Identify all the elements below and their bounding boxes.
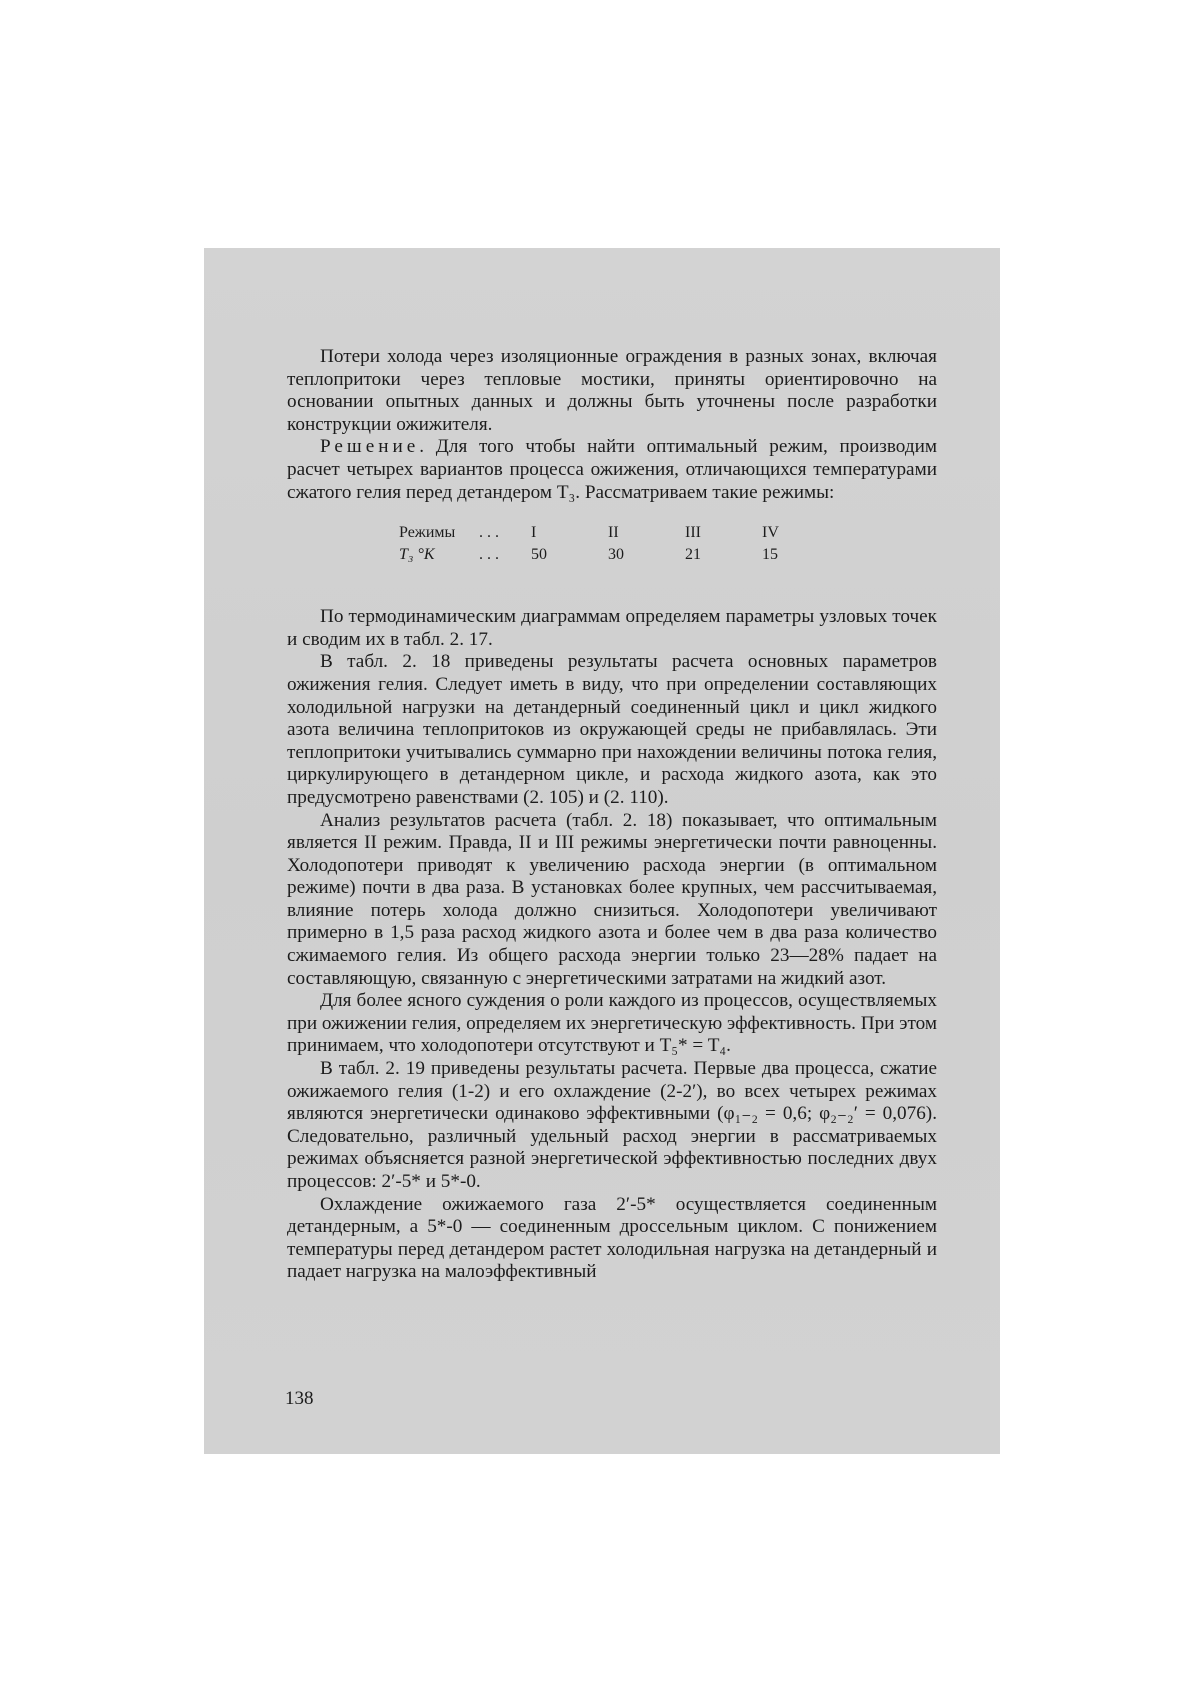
mode-cell: III	[685, 524, 701, 542]
paragraph-2	[287, 436, 937, 504]
solution-lead: Решение	[320, 436, 420, 458]
leader-dots: . . .	[479, 546, 499, 564]
paragraph-7: В табл. 2. 19 приведены результаты расчета. Первые два процесса, сжатие ожижаемого гелия (1-2) и его охлаждение (2-2′), во всех четырех режимах являются энергетически одинаково эффективными (φ₁₋₂ = 0,6; φ₂₋₂′ = 0,076). Следовательно, различный удельный расход энергии в рассматриваемых режимах объясняется разной энергетической эффективностью последних двух процессов: 2′-5* и 5*-0.	[287, 1058, 937, 1192]
page-number: 138	[285, 1388, 314, 1409]
modes-table	[399, 522, 839, 566]
temperature-cell: 50	[531, 546, 547, 564]
temperature-row	[399, 544, 839, 566]
temperature-row-label: T₃ °K	[399, 546, 435, 564]
mode-cell: II	[608, 524, 619, 542]
modes-row	[399, 522, 839, 544]
paragraph-6: Для более ясного суждения о роли каждого из процессов, осуществляемых при ожижении гелия, определяем их энергетическую эффективность. При этом принимаем, что холодопотери отсутствуют и T₅* = T₄.	[287, 990, 937, 1057]
temperature-cell: 21	[685, 546, 701, 564]
temperature-cell: 15	[762, 546, 778, 564]
paragraph-4: В табл. 2. 18 приведены результаты расчета основных параметров ожижения гелия. Следует иметь в виду, что при определении составляющих холодильной нагрузки на детандерный соединенный цикл и цикл жидкого азота величина теплопритоков из окружающей среды не прибавлялась. Эти теплопритоки учитывались суммарно при нахождении величины потока гелия, циркулирующего в детандерном цикле, и расхода жидкого азота, как это предусмотрено равенствами (2. 105) и (2. 110).	[287, 651, 937, 808]
paragraph-3: По термодинамическим диаграммам определяем параметры узловых точек и сводим их в табл. 2. 17.	[287, 606, 937, 650]
leader-dots: . . .	[479, 524, 499, 542]
modes-row-label: Режимы	[399, 524, 456, 542]
paragraph-1: Потери холода через изоляционные ограждения в разных зонах, включая теплопритоки через тепловые мостики, приняты ориентировочно на основании опытных данных и должны быть уточнены после разработки конструкции ожижителя.	[287, 346, 937, 435]
text-column	[287, 346, 937, 1284]
paragraph-2-text: . Для того чтобы найти оптимальный режим, производим расчет четырех вариантов процесса ожижения, отличающихся температурами сжатого гелия перед детандером T₃. Рассматриваем такие режимы:	[287, 436, 937, 503]
paragraph-5: Анализ результатов расчета (табл. 2. 18) показывает, что оптимальным является II режим. Правда, II и III режимы энергетически почти равноценны. Холодопотери приводят к увеличению расхода энергии (в оптимальном режиме) почти в два раза. В установках более крупных, чем рассчитываемая, влияние потерь холода должно снизиться. Холодопотери увеличивают примерно в 1,5 раза расход жидкого азота и более чем в два раза количество сжимаемого гелия. Из общего расхода энергии только 23—28% падает на составляющую, связанную с энергетическими затратами на жидкий азот.	[287, 809, 937, 989]
paragraph-8: Охлаждение ожижаемого газа 2′-5* осуществляется соединенным детандерным, а 5*-0 — соединенным дроссельным циклом. С понижением температуры перед детандером растет холодильная нагрузка на детандерный и падает нагрузка на малоэффективный	[287, 1193, 937, 1283]
temperature-cell: 30	[608, 546, 624, 564]
mode-cell: IV	[762, 524, 779, 542]
mode-cell: I	[531, 524, 537, 542]
